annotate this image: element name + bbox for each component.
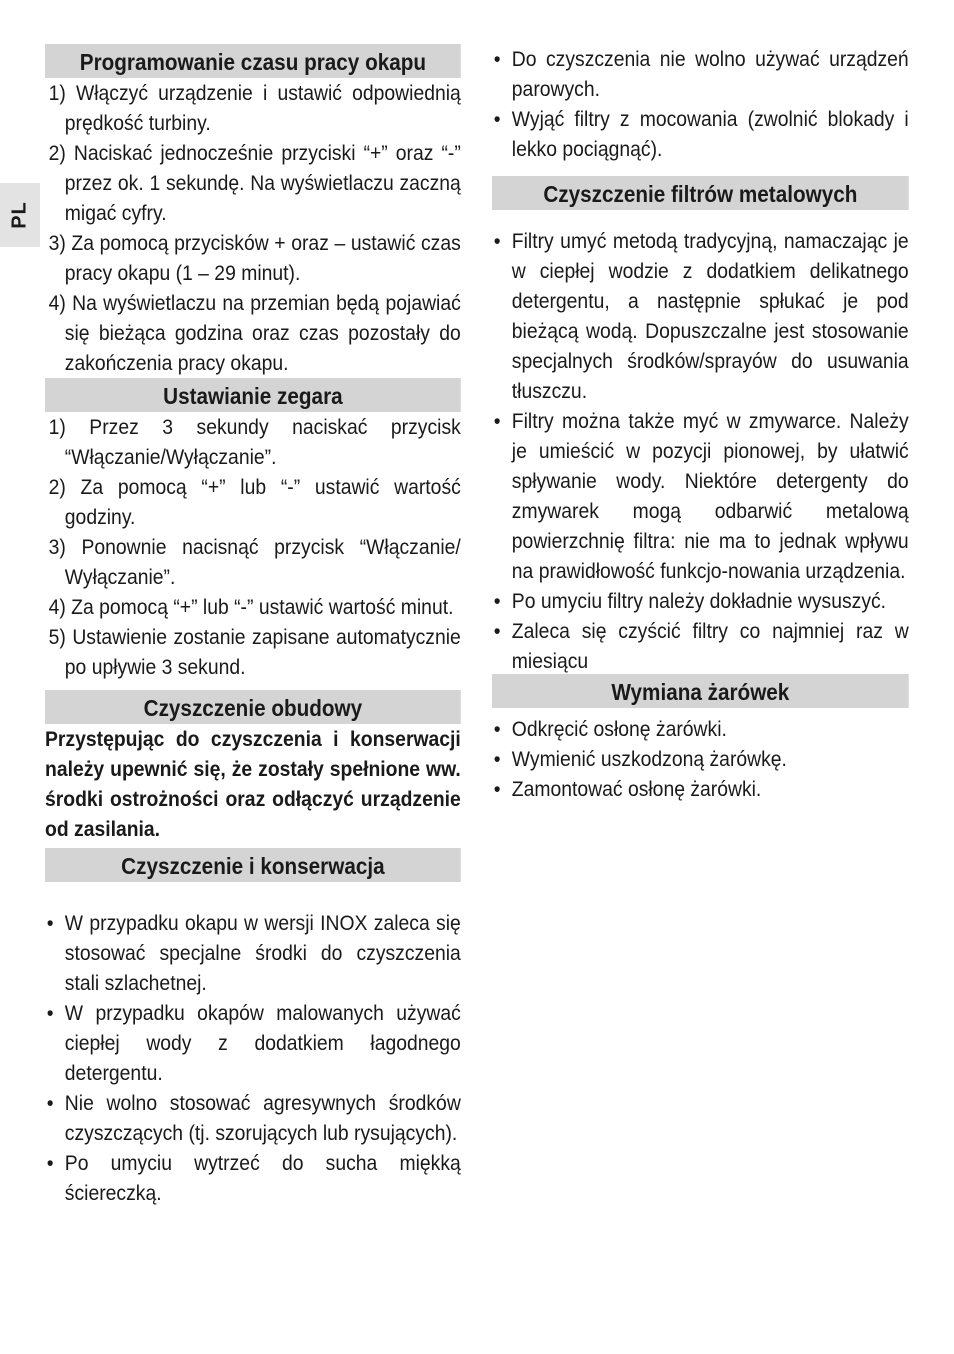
right-column (492, 44, 909, 804)
list-item (45, 1088, 461, 1148)
list-item (492, 406, 909, 586)
clock-steps (45, 412, 461, 682)
list-item-text: W przypadku okapów malowanych używać ciepłej wody z dodatkiem łagodnego detergentu. (64, 1001, 461, 1085)
list-item-text: Do czyszczenia nie wolno używać urządzeń parowych. (511, 47, 909, 101)
list-item (492, 586, 909, 616)
list-item: 5) Ustawienie zostanie zapisane automatycznie po upływie 3 sekund. (48, 625, 461, 679)
list-item-text: Wyjąć filtry z mocowania (zwolnić blokady i lekko pociągnąć). (511, 107, 909, 161)
bullet-icon: • (46, 911, 54, 935)
list-item-text: Wymienić uszkodzoną żarówkę. (511, 747, 787, 771)
continued-list (492, 44, 909, 164)
bullet-icon: • (493, 619, 501, 643)
list-item: 3) Za pomocą przycisków + oraz – ustawić czas pracy okapu (1 – 29 minut). (48, 231, 461, 285)
language-code: PL (8, 201, 31, 229)
list-item: 2) Za pomocą “+” lub “-” ustawić wartość godziny. (48, 475, 461, 529)
bullet-icon: • (46, 1151, 54, 1175)
list-item (492, 744, 909, 774)
timer-steps (45, 78, 461, 378)
list-item-text: Filtry umyć metodą tradycyjną, namaczając je w ciepłej wodzie z dodatkiem delikatnego detergentu, a następnie spłukać je pod bieżącą wodą. Dopuszczalne jest stosowanie specjalnych środków/sprayów do usuwania tłuszczu. (511, 229, 909, 403)
list-item: 3) Ponownie nacisnąć przycisk “Włączanie/ Wyłączanie”. (48, 535, 461, 589)
section-title-clock: Ustawianie zegara (45, 378, 461, 412)
list-item-text: Zamontować osłonę żarówki. (511, 777, 762, 801)
bullet-icon: • (493, 717, 501, 741)
bullet-icon: • (493, 589, 501, 613)
list-item: 1) Przez 3 sekundy naciskać przycisk “Włączanie/Wyłączanie”. (48, 415, 461, 469)
list-item-text: W przypadku okapu w wersji INOX zaleca się stosować specjalne środki do czyszczenia stali szlachetnej. (64, 911, 461, 995)
section-title-housing: Czyszczenie obudowy (45, 690, 461, 724)
list-item-text: Po umyciu wytrzeć do sucha miękką ściereczką. (64, 1151, 461, 1205)
bullet-icon: • (493, 47, 501, 71)
list-item: 4) Na wyświetlaczu na przemian będą pojawiać się bieżąca godzina oraz czas pozostały do zakończenia pracy okapu. (48, 291, 461, 375)
list-item-text: Filtry można także myć w zmywarce. Należy je umieścić w pozycji pionowej, by ułatwić spływanie wody. Niektóre detergenty do zmywarek mogą odbarwić metalową powierzchnię filtra: nie ma to jednak wpływu na prawidłowość funkcjo-nowania urządzenia. (511, 409, 909, 583)
left-column (45, 44, 461, 1208)
list-item (492, 714, 909, 744)
list-item (492, 226, 909, 406)
list-item-text: Zaleca się czyścić filtry co najmniej raz w miesiącu (511, 619, 909, 673)
list-item (492, 774, 909, 804)
bulbs-list (492, 714, 909, 804)
list-item: 2) Naciskać jednocześnie przyciski “+” oraz “-” przez ok. 1 sekundę. Na wyświetlaczu zaczną migać cyfry. (48, 141, 461, 225)
list-item (45, 908, 461, 998)
metal-filters-list (492, 226, 909, 676)
list-item (492, 104, 909, 164)
section-title-timer: Programowanie czasu pracy okapu (45, 44, 461, 78)
bullet-icon: • (493, 409, 501, 433)
bullet-icon: • (493, 777, 501, 801)
list-item (45, 1148, 461, 1208)
list-item-text: Nie wolno stosować agresywnych środków czyszczących (tj. szorujących lub rysujących). (64, 1091, 461, 1145)
bullet-icon: • (493, 229, 501, 253)
list-item (492, 44, 909, 104)
list-item (492, 616, 909, 676)
list-item-text: Po umyciu filtry należy dokładnie wysuszyć. (511, 589, 887, 613)
language-tab (0, 183, 40, 247)
list-item: 1) Włączyć urządzenie i ustawić odpowiednią prędkość turbiny. (48, 81, 461, 135)
bullet-icon: • (46, 1001, 54, 1025)
safety-warning: Przystępując do czyszczenia i konserwacji należy upewnić się, że zostały spełnione ww. środki ostrożności oraz odłączyć urządzenie od zasilania. (45, 727, 461, 841)
bullet-icon: • (493, 747, 501, 771)
maintenance-list (45, 908, 461, 1208)
list-item: 4) Za pomocą “+” lub “-” ustawić wartość minut. (48, 595, 454, 619)
section-title-maintenance: Czyszczenie i konserwacja (45, 848, 461, 882)
section-title-metal-filters: Czyszczenie filtrów metalowych (492, 176, 909, 210)
list-item-text: Odkręcić osłonę żarówki. (511, 717, 727, 741)
bullet-icon: • (493, 107, 501, 131)
section-title-bulbs: Wymiana żarówek (492, 674, 909, 708)
bullet-icon: • (46, 1091, 54, 1115)
list-item (45, 998, 461, 1088)
